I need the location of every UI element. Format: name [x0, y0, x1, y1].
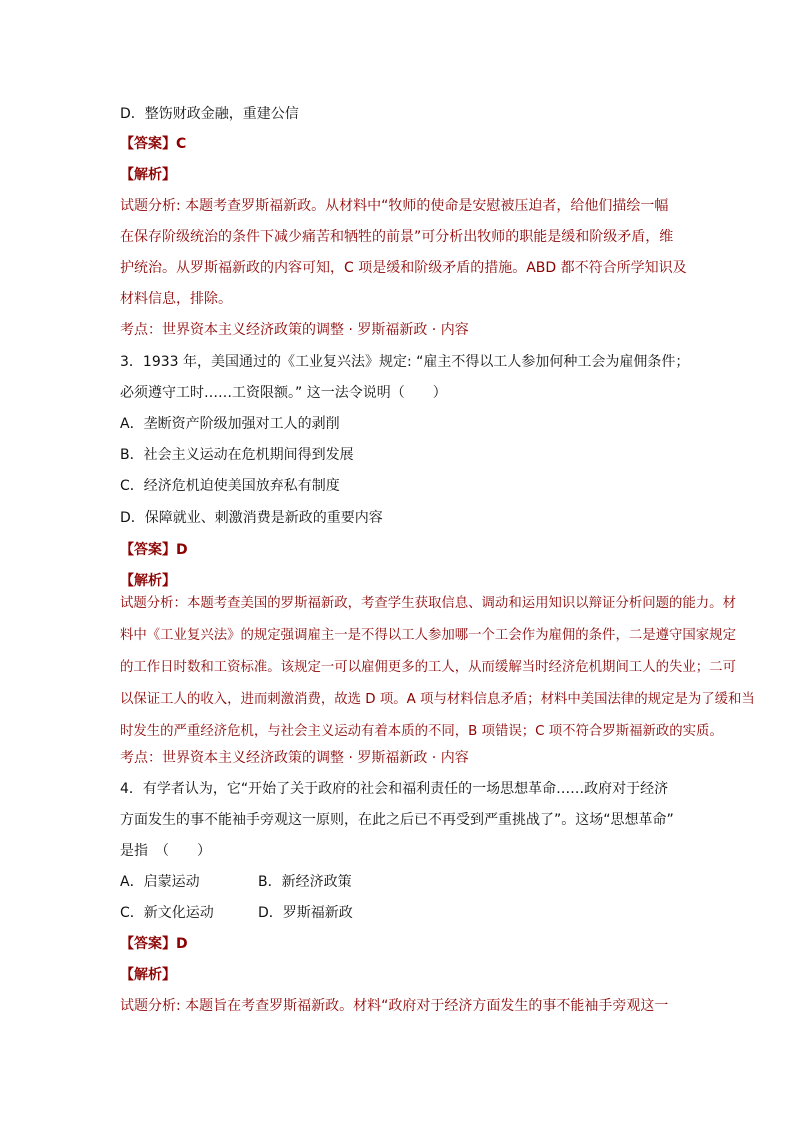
option-b-q3: B．社会主义运动在危机期间得到发展: [120, 447, 354, 463]
analysis-heading-q2: 【解析】: [120, 167, 176, 183]
question-3-stem-line1: 3．1933 年，美国通过的《工业复兴法》规定: “雇主不得以工人参加何种工会为雇佣条件；: [120, 354, 690, 370]
answer-label-q3: 【答案】D: [120, 542, 188, 558]
question-4-stem-line3: 是指 （ ）: [120, 843, 211, 859]
question-3-stem-line2: 必须遵守工时……工资限额。” 这一法令说明（ ）: [120, 385, 447, 401]
analysis-text-q2-line2: 在保存阶级统治的条件下减少痛苦和牺牲的前景”可分析出牧师的职能是缓和阶级矛盾，维: [120, 229, 674, 245]
answer-label-q4: 【答案】D: [120, 936, 188, 952]
option-c-q4: C．新文化运动: [120, 905, 214, 921]
options-row-2-q4: [120, 903, 353, 923]
analysis-heading-q4: 【解析】: [120, 967, 176, 983]
option-d-q4: D．罗斯福新政: [258, 905, 353, 921]
answer-label-q2: 【答案】C: [120, 136, 187, 152]
option-b-q4: B．新经济政策: [258, 874, 352, 890]
analysis-text-q3-line2: 料中《工业复兴法》的规定强调雇主一是不得以工人参加哪一个工会作为雇佣的条件，二是遵守国家规定: [120, 628, 736, 643]
analysis-text-q3-line3: 的工作日时数和工资标准。该规定一可以雇佣更多的工人，从而缓解当时经济危机期间工人的失业；二可: [120, 660, 736, 675]
analysis-text-q4-line1: 试题分析: 本题旨在考查罗斯福新政。材料“政府对于经济方面发生的事不能袖手旁观这一: [120, 998, 669, 1014]
option-d-q2: D．整饬财政金融，重建公信: [120, 106, 299, 122]
knowledge-point-q2: 考点：世界资本主义经济政策的调整 · 罗斯福新政 · 内容: [120, 322, 469, 338]
question-4-stem-line1: 4．有学者认为，它“开始了关于政府的社会和福利责任的一场思想革命……政府对于经济: [120, 781, 669, 797]
option-c-q3: C．经济危机迫使美国放弃私有制度: [120, 478, 340, 494]
options-row-1-q4: [120, 872, 352, 892]
analysis-text-q3-line1: 试题分析：本题考查美国的罗斯福新政，考查学生获取信息、调动和运用知识以辩证分析问题的能力。材: [120, 596, 736, 611]
knowledge-point-q3: 考点：世界资本主义经济政策的调整 · 罗斯福新政 · 内容: [120, 750, 469, 766]
analysis-text-q2-line3: 护统治。从罗斯福新政的内容可知，C 项是缓和阶级矛盾的措施。ABD 都不符合所学知识及: [120, 260, 687, 276]
analysis-heading-q3: 【解析】: [120, 573, 176, 589]
analysis-text-q2-line4: 材料信息，排除。: [120, 291, 232, 307]
analysis-text-q2-line1: 试题分析: 本题考查罗斯福新政。从材料中“牧师的使命是安慰被压迫者，给他们描绘一幅: [120, 198, 669, 214]
analysis-text-q3-line4: 以保证工人的收入，进而刺激消费，故选 D 项。A 项与材料信息矛盾；材料中美国法律的规定是为了缓和当: [120, 692, 755, 707]
option-a-q4: A．启蒙运动: [120, 874, 200, 890]
question-4-stem-line2: 方面发生的事不能袖手旁观这一原则，在此之后已不再受到严重挑战了”。这场“思想革命”: [120, 812, 674, 828]
option-d-q3: D．保障就业、刺激消费是新政的重要内容: [120, 510, 383, 526]
analysis-text-q3-line5: 时发生的严重经济危机，与社会主义运动有着本质的不同，B 项错误；C 项不符合罗斯福新政的实质。: [120, 724, 723, 739]
option-a-q3: A．垄断资产阶级加强对工人的剥削: [120, 416, 340, 432]
